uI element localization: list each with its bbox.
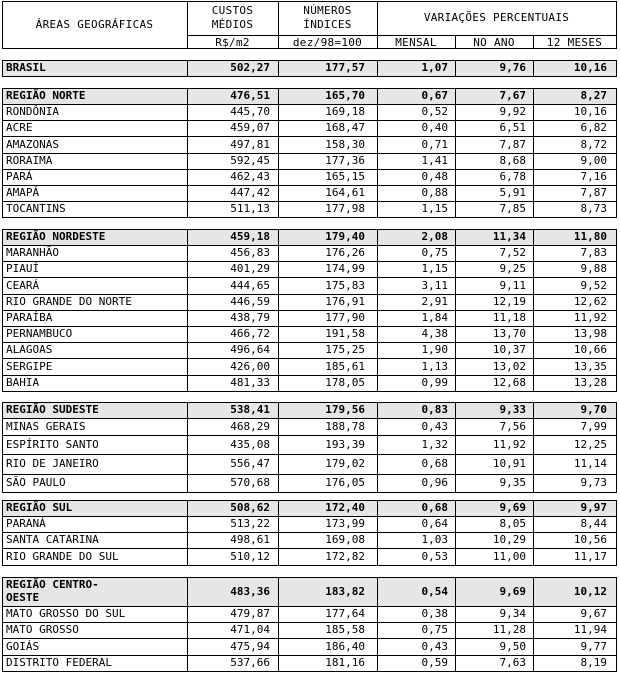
data-row-doze: 12,25	[573, 437, 607, 451]
data-row-ano: 7,85	[499, 202, 526, 216]
column-divider	[377, 60, 378, 77]
data-row-ano: 7,87	[499, 137, 526, 151]
group-title-name: REGIÃO SUDESTE	[6, 403, 99, 416]
column-divider	[187, 88, 188, 218]
data-row-name: PARAÍBA	[6, 310, 53, 324]
data-row-mensal: 2,91	[421, 294, 448, 308]
group-title-index: 177,57	[325, 61, 365, 74]
data-row-ano: 12,19	[492, 294, 526, 308]
column-divider	[533, 500, 534, 566]
data-row-index: 169,08	[325, 533, 365, 547]
data-row-index: 191,58	[325, 327, 365, 341]
group-title-doze: 10,12	[573, 584, 607, 598]
data-row-doze: 10,56	[573, 533, 607, 547]
data-row-doze: 13,35	[573, 359, 607, 373]
group-title-name: REGIÃO NORTE	[6, 89, 86, 102]
data-row-index: 177,90	[325, 310, 365, 324]
row-rule	[2, 565, 616, 566]
data-row-cost: 456,83	[230, 246, 270, 260]
column-divider	[533, 60, 534, 77]
data-row-index: 186,40	[325, 639, 365, 653]
data-row-index: 173,99	[325, 517, 365, 531]
data-row-index: 175,83	[325, 278, 365, 292]
row-rule	[2, 435, 616, 436]
data-row-mensal: 0,71	[421, 137, 448, 151]
data-row-ano: 8,05	[499, 517, 526, 531]
column-divider	[455, 60, 456, 77]
data-row-mensal: 1,84	[421, 310, 448, 324]
data-row-cost: 481,33	[230, 375, 270, 389]
data-row-name: SERGIPE	[6, 359, 53, 373]
data-row-name: GOIÁS	[6, 639, 40, 653]
column-divider	[455, 577, 456, 672]
data-row-doze: 13,98	[573, 327, 607, 341]
data-row-mensal: 0,64	[421, 517, 448, 531]
column-divider	[377, 402, 378, 493]
data-row-cost: 556,47	[230, 457, 270, 470]
data-row-ano: 11,28	[492, 623, 526, 637]
data-row-cost: 401,29	[230, 262, 270, 276]
data-row-doze: 12,62	[573, 294, 607, 308]
data-row-index: 172,82	[325, 549, 365, 563]
data-row-cost: 479,87	[230, 607, 270, 621]
group-title-mensal: 0,54	[421, 584, 448, 598]
data-row-cost: 438,79	[230, 310, 270, 324]
data-row-cost: 462,43	[230, 169, 270, 183]
data-row-name: BAHIA	[6, 375, 40, 389]
data-row-doze: 11,92	[573, 310, 607, 324]
column-divider	[377, 88, 378, 218]
group-title-name-line2: OESTE	[6, 591, 40, 604]
column-divider	[533, 577, 534, 672]
data-row-mensal: 0,88	[421, 186, 448, 200]
data-row-ano: 9,92	[499, 105, 526, 119]
group-title-name: REGIÃO NORDESTE	[6, 230, 106, 243]
data-row-name: AMAZONAS	[6, 137, 59, 151]
data-row-name: PIAUÍ	[6, 262, 40, 276]
data-row-doze: 11,17	[573, 549, 607, 563]
data-row-name: MATO GROSSO DO SUL	[6, 607, 126, 621]
data-row-mensal: 0,75	[421, 623, 448, 637]
group-title-cost: 459,18	[230, 230, 270, 243]
column-divider	[187, 577, 188, 672]
data-row-doze: 9,67	[580, 607, 607, 621]
data-row-cost: 444,65	[230, 278, 270, 292]
data-row-cost: 435,08	[230, 437, 270, 451]
data-row-mensal: 1,15	[421, 202, 448, 216]
data-row-name: AMAPÁ	[6, 186, 40, 200]
data-row-doze: 8,19	[580, 655, 607, 669]
block-left-border	[2, 88, 3, 218]
data-row-index: 185,61	[325, 359, 365, 373]
data-row-mensal: 1,41	[421, 153, 448, 167]
data-row-mensal: 1,90	[421, 343, 448, 357]
header-unit-cost: R$/m2	[215, 36, 250, 49]
data-row-index: 179,02	[325, 457, 365, 470]
data-row-index: 165,15	[325, 169, 365, 183]
data-row-name: MARANHÃO	[6, 246, 59, 260]
data-row-cost: 471,04	[230, 623, 270, 637]
row-rule	[2, 492, 616, 493]
data-row-doze: 8,44	[580, 517, 607, 531]
data-row-cost: 475,94	[230, 639, 270, 653]
data-row-name: TOCANTINS	[6, 202, 66, 216]
data-row-index: 174,99	[325, 262, 365, 276]
data-row-name: MINAS GERAIS	[6, 419, 86, 433]
row-rule	[2, 217, 616, 218]
data-row-ano: 7,52	[499, 246, 526, 260]
data-row-ano: 10,91	[492, 457, 526, 470]
data-row-name: SÃO PAULO	[6, 476, 66, 489]
data-row-cost: 445,70	[230, 105, 270, 119]
block-left-border	[2, 577, 3, 672]
data-row-mensal: 3,11	[421, 278, 448, 292]
data-row-ano: 12,68	[492, 375, 526, 389]
group-title-doze: 11,80	[573, 230, 607, 243]
data-row-cost: 592,45	[230, 153, 270, 167]
data-row-name: RIO DE JANEIRO	[6, 457, 99, 470]
header-indices: ÍNDICES	[303, 18, 352, 31]
group-title-cost: 502,27	[230, 61, 270, 74]
data-row-cost: 466,72	[230, 327, 270, 341]
data-row-index: 158,30	[325, 137, 365, 151]
data-row-index: 177,98	[325, 202, 365, 216]
header-no-ano: NO ANO	[473, 36, 515, 49]
group-title-cost: 476,51	[230, 89, 270, 102]
data-row-ano: 8,68	[499, 153, 526, 167]
data-row-doze: 11,94	[573, 623, 607, 637]
block-left-border	[2, 60, 3, 77]
data-row-mensal: 4,38	[421, 327, 448, 341]
data-row-doze: 9,73	[580, 476, 607, 489]
group-title-mensal: 2,08	[421, 230, 448, 243]
block-right-border	[616, 60, 617, 77]
data-row-index: 188,78	[325, 419, 365, 433]
data-row-index: 169,18	[325, 105, 365, 119]
header-mensal: MENSAL	[395, 36, 437, 49]
data-row-index: 185,58	[325, 623, 365, 637]
group-title-cost: 483,36	[230, 584, 270, 598]
group-title-mensal: 0,67	[421, 89, 448, 102]
data-row-ano: 10,29	[492, 533, 526, 547]
data-row-index: 176,26	[325, 246, 365, 260]
data-row-mensal: 1,32	[421, 437, 448, 451]
column-divider	[533, 229, 534, 392]
group-title-ano: 11,34	[492, 230, 526, 243]
group-title-index: 183,82	[325, 584, 365, 598]
block-left-border	[2, 500, 3, 566]
data-row-cost: 496,64	[230, 343, 270, 357]
data-row-cost: 513,22	[230, 517, 270, 531]
data-row-cost: 570,68	[230, 476, 270, 489]
data-row-index: 193,39	[325, 437, 365, 451]
data-row-name: RORAIMA	[6, 153, 53, 167]
data-row-index: 176,91	[325, 294, 365, 308]
data-row-mensal: 0,96	[421, 476, 448, 489]
group-title-name: BRASIL	[6, 61, 46, 74]
data-row-index: 168,47	[325, 121, 365, 135]
row-rule	[2, 671, 616, 672]
column-divider	[278, 577, 279, 672]
header-custos: CUSTOS	[211, 4, 254, 17]
group-title-cost: 508,62	[230, 501, 270, 514]
data-row-index: 176,05	[325, 476, 365, 489]
data-row-cost: 447,42	[230, 186, 270, 200]
data-row-mensal: 0,43	[421, 639, 448, 653]
data-row-cost: 537,66	[230, 655, 270, 669]
column-divider	[278, 229, 279, 392]
group-title-index: 179,40	[325, 230, 365, 243]
data-row-ano: 11,18	[492, 310, 526, 324]
block-left-border	[2, 229, 3, 392]
data-row-cost: 446,59	[230, 294, 270, 308]
data-row-ano: 11,00	[492, 549, 526, 563]
data-row-mensal: 0,68	[421, 457, 448, 470]
data-row-cost: 468,29	[230, 419, 270, 433]
group-title-doze: 9,97	[580, 501, 607, 514]
row-rule	[2, 474, 616, 475]
group-title-ano: 7,67	[499, 89, 526, 102]
data-row-ano: 9,11	[499, 278, 526, 292]
header-numeros: NÚMEROS	[303, 4, 352, 17]
data-row-mensal: 0,52	[421, 105, 448, 119]
column-divider	[278, 60, 279, 77]
data-row-name: SANTA CATARINA	[6, 533, 99, 547]
block-left-border	[2, 402, 3, 493]
column-divider	[278, 500, 279, 566]
data-row-doze: 9,52	[580, 278, 607, 292]
data-row-mensal: 1,13	[421, 359, 448, 373]
data-row-mensal: 1,03	[421, 533, 448, 547]
column-divider	[278, 402, 279, 493]
data-row-doze: 7,99	[580, 419, 607, 433]
data-row-mensal: 0,38	[421, 607, 448, 621]
data-row-ano: 9,35	[499, 476, 526, 489]
data-row-name: RIO GRANDE DO NORTE	[6, 294, 132, 308]
group-title-mensal: 0,83	[421, 403, 448, 416]
group-title-name: REGIÃO SUL	[6, 501, 73, 514]
data-row-ano: 10,37	[492, 343, 526, 357]
data-row-name: ALAGOAS	[6, 343, 53, 357]
data-row-mensal: 0,53	[421, 549, 448, 563]
data-row-ano: 13,70	[492, 327, 526, 341]
data-row-doze: 10,66	[573, 343, 607, 357]
data-row-index: 175,25	[325, 343, 365, 357]
data-row-doze: 7,83	[580, 246, 607, 260]
group-title-name-line1: REGIÃO CENTRO-	[6, 578, 99, 591]
data-row-cost: 497,81	[230, 137, 270, 151]
data-row-index: 164,61	[325, 186, 365, 200]
group-title-index: 179,56	[325, 403, 365, 416]
data-row-name: PARANÁ	[6, 517, 46, 531]
column-divider	[455, 88, 456, 218]
data-row-mensal: 1,15	[421, 262, 448, 276]
group-title-index: 172,40	[325, 501, 365, 514]
data-row-mensal: 0,48	[421, 169, 448, 183]
group-title-rule	[2, 76, 616, 77]
data-row-doze: 11,14	[573, 457, 607, 470]
data-row-name: DISTRITO FEDERAL	[6, 655, 112, 669]
data-row-ano: 7,63	[499, 655, 526, 669]
data-row-doze: 13,28	[573, 375, 607, 389]
data-row-ano: 5,91	[499, 186, 526, 200]
data-row-index: 178,05	[325, 375, 365, 389]
data-row-doze: 7,16	[580, 169, 607, 183]
data-row-ano: 11,92	[492, 437, 526, 451]
data-row-cost: 511,13	[230, 202, 270, 216]
group-title-ano: 9,76	[499, 61, 526, 74]
data-row-doze: 9,88	[580, 262, 607, 276]
data-row-ano: 13,02	[492, 359, 526, 373]
data-row-cost: 459,07	[230, 121, 270, 135]
data-row-index: 177,64	[325, 607, 365, 621]
group-title-ano: 9,33	[499, 403, 526, 416]
block-right-border	[616, 577, 617, 672]
column-divider	[187, 229, 188, 392]
column-divider	[377, 577, 378, 672]
block-right-border	[616, 402, 617, 493]
group-title-ano: 9,69	[499, 584, 526, 598]
data-row-doze: 8,73	[580, 202, 607, 216]
group-title-mensal: 0,68	[421, 501, 448, 514]
group-title-cost: 538,41	[230, 403, 270, 416]
column-divider	[187, 60, 188, 77]
data-row-name: MATO GROSSO	[6, 623, 79, 637]
column-divider	[187, 500, 188, 566]
data-row-ano: 9,50	[499, 639, 526, 653]
row-rule	[2, 454, 616, 455]
data-row-doze: 6,82	[580, 121, 607, 135]
header-unit-index: dez/98=100	[292, 36, 363, 49]
data-row-cost: 498,61	[230, 533, 270, 547]
data-row-doze: 9,77	[580, 639, 607, 653]
column-divider	[377, 229, 378, 392]
block-right-border	[616, 229, 617, 392]
data-row-mensal: 0,59	[421, 655, 448, 669]
column-divider	[455, 229, 456, 392]
header-areas: ÁREAS GEOGRÁFICAS	[35, 18, 154, 31]
group-title-doze: 9,70	[580, 403, 607, 416]
column-divider	[377, 500, 378, 566]
data-row-cost: 510,12	[230, 549, 270, 563]
row-rule	[2, 391, 616, 392]
data-row-mensal: 0,40	[421, 121, 448, 135]
data-row-doze: 8,72	[580, 137, 607, 151]
data-row-name: PERNAMBUCO	[6, 327, 73, 341]
block-right-border	[616, 500, 617, 566]
column-divider	[187, 402, 188, 493]
group-title-doze: 8,27	[580, 89, 607, 102]
data-row-ano: 6,78	[499, 169, 526, 183]
data-row-ano: 7,56	[499, 419, 526, 433]
data-row-name: ACRE	[6, 121, 33, 135]
column-divider	[533, 402, 534, 493]
data-row-name: RIO GRANDE DO SUL	[6, 549, 119, 563]
header-top-rule	[2, 1, 616, 2]
header-variacoes: VARIAÇÕES PERCENTUAIS	[423, 11, 570, 24]
header-12-meses: 12 MESES	[546, 36, 603, 49]
data-row-doze: 7,87	[580, 186, 607, 200]
group-title-index: 165,70	[325, 89, 365, 102]
header-medios: MÉDIOS	[211, 18, 254, 31]
data-row-name: CEARÁ	[6, 278, 40, 292]
data-row-mensal: 0,99	[421, 375, 448, 389]
data-row-name: ESPÍRITO SANTO	[6, 437, 99, 451]
data-row-name: RONDÔNIA	[6, 105, 59, 119]
data-row-mensal: 0,43	[421, 419, 448, 433]
data-row-ano: 9,34	[499, 607, 526, 621]
group-title-ano: 9,69	[499, 501, 526, 514]
data-row-mensal: 0,75	[421, 246, 448, 260]
data-row-index: 177,36	[325, 153, 365, 167]
column-divider	[455, 402, 456, 493]
group-title-mensal: 1,07	[421, 61, 448, 74]
data-row-index: 181,16	[325, 655, 365, 669]
data-row-cost: 426,00	[230, 359, 270, 373]
header-right-border	[616, 1, 617, 49]
group-title-doze: 10,16	[573, 61, 607, 74]
data-row-doze: 10,16	[573, 105, 607, 119]
data-row-ano: 9,25	[499, 262, 526, 276]
data-row-ano: 6,51	[499, 121, 526, 135]
column-divider	[533, 88, 534, 218]
data-row-doze: 9,00	[580, 153, 607, 167]
block-right-border	[616, 88, 617, 218]
data-row-name: PARÁ	[6, 169, 33, 183]
column-divider	[278, 88, 279, 218]
column-divider	[455, 500, 456, 566]
